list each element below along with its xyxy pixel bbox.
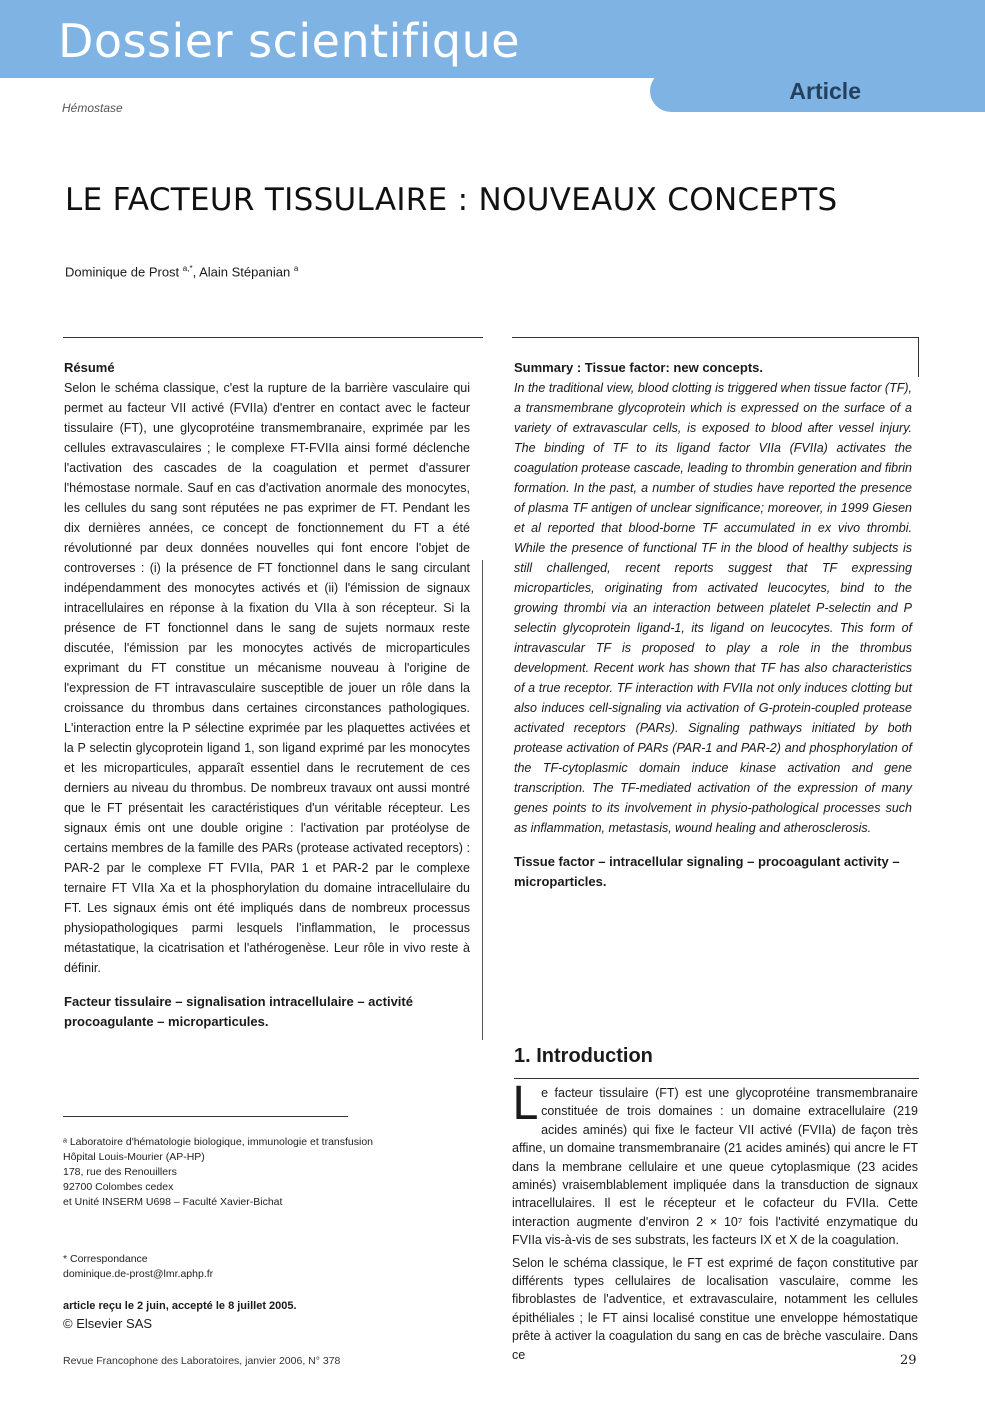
paragraph-text: e facteur tissulaire (FT) est une glycoprotéine transmembranaire constituée de trois domaines : un domaine extracellulaire (219 acides aminés) qui fixe le facteur VII activé (FVIIa) de façon très affine, un domaine transmembranaire (21 acides aminés) qui ancre le FT dans la membrane cellulaire et une queue cytoplasmique (23 acides aminés) vraisemblablement impliquée dans la transduction de signaux intracellulaires. Il est le récepteur et le cofacteur du FVIIa. Cette interaction augmente d'environ 2 × 10⁷ fois l'activité enzymatique du FVIIa vis-à-vis de ses substrats, les facteurs IX et X de la coagulation. (512, 1086, 918, 1248)
affiliation-line: ᵃ Laboratoire d'hématologie biologique, immunologie et transfusion (63, 1136, 374, 1148)
introduction-paragraph: Selon le schéma classique, le FT est exprimé de façon constitutive par différents types cellulaires de localisation vasculaire, comme les fibroblastes de l'adventice, et extravasculaire, notamment les cellules épithéliales ; le FT ainsi localisé constitue une enveloppe hémostatique prête à activer la coagulation du sang en cas de brèche vasculaire. Dans ce (512, 1255, 918, 1362)
journal-footer: Revue Francophone des Laboratoires, janvier 2006, N° 378 (63, 1355, 341, 1367)
summary-keywords: Tissue factor – intracellular signaling – procoagulant activity – microparticles. (514, 854, 900, 889)
affiliation-line: Hôpital Louis-Mourier (AP-HP) (63, 1151, 205, 1163)
author-affiliation-mark: a,* (182, 264, 193, 273)
correspondence (63, 1252, 213, 1282)
resume-block (64, 358, 470, 1032)
divider-rule (514, 1078, 919, 1079)
divider-vertical (918, 337, 919, 377)
divider-rule (63, 337, 483, 338)
summary-block (514, 358, 912, 892)
introduction-paragraph (512, 1077, 918, 1250)
resume-keywords: Facteur tissulaire – signalisation intracellulaire – activité procoagulante – microparticules. (64, 994, 413, 1029)
affiliation-line: 92700 Colombes cedex (63, 1181, 174, 1193)
affiliation-line: et Unité INSERM U698 – Faculté Xavier-Bichat (63, 1196, 283, 1208)
banner-title: Dossier scientifique (58, 14, 521, 68)
section-tag: Hémostase (62, 101, 123, 115)
correspondence-email[interactable]: dominique.de-prost@lmr.aphp.fr (63, 1268, 214, 1280)
introduction-body (512, 1077, 918, 1368)
affiliation (63, 1135, 373, 1210)
page-number: 29 (900, 1353, 917, 1368)
divider-vertical (482, 560, 483, 1040)
affiliation-line: 178, rue des Renouillers (63, 1166, 177, 1178)
article-title: LE FACTEUR TISSULAIRE : NOUVEAUX CONCEPTS (65, 182, 838, 218)
received-dates: article reçu le 2 juin, accepté le 8 juillet 2005. (63, 1300, 297, 1312)
article-label: Article (789, 78, 861, 104)
copyright: © Elsevier SAS (63, 1316, 153, 1331)
resume-heading: Résumé (64, 360, 115, 375)
author-name: Alain Stépanian (199, 264, 291, 280)
drop-cap: L (512, 1077, 538, 1130)
resume-text: Selon le schéma classique, c'est la rupture de la barrière vasculaire qui permet au facteur VII activé (FVIIa) d'entrer en contact avec le facteur tissulaire (FT), une glycoprotéine transmembranaire, exprimée par les cellules extravasculaires ; le complexe FT-FVIIa ainsi formé déclenche l'activation des cascades de la coagulation et permet d'assurer l'hémostase normale. Sauf en cas d'activation anormale des monocytes, les cellules du sang sont réputées ne pas exprimer de FT. Pendant les dix dernières années, ce concept de fonctionnement du FT a été révolutionné par deux données nouvelles qui font encore l'objet de controverses : (i) la présence de FT fonctionnel dans le sang circulant indépendamment des monocytes activés et (ii) l'émission de signaux intracellulaires en réponse à la fixation du VIIa à son récepteur. Si la présence de FT fonctionnel dans le sang de sujets normaux reste discutée, l'émission par les monocytes activés de microparticules exprimant du FT constitue un mécanisme nouveau à l'origine de l'expression de FT intravasculaire susceptible de jouer un rôle dans la croissance du thrombus dans certaines circonstances pathologiques. L'interaction entre la P sélectine exprimée par les plaquettes activées et la P selectin glycoprotein ligand 1, son ligand exprimé par les monocytes et les microparticules, apparaît essentiel dans le recrutement de ces derniers au niveau du thrombus. De nombreux travaux ont aussi montré que le FT présentait les caractéristiques d'un véritable récepteur. Les signaux émis ont une double origine : l'activation par protéolyse de certains membres de la famille des PARs (protease activated receptors) : PAR-2 par le complexe FT FVIIa, PAR 1 et PAR-2 par le complexe ternaire FT VIIa Xa et la phosphorylation du domaine intracellulaire du FT. Les signaux émis ont été impliqués dans de nombreux processus physiopathologiques parmi lesquels l'inflammation, le processus métastatique, la cicatrisation et l'athérogenèse. Leur rôle in vivo reste à définir. (64, 381, 470, 975)
summary-heading: Summary : Tissue factor: new concepts. (514, 360, 763, 375)
author-affiliation-mark: a (293, 264, 299, 273)
footnote-rule (63, 1116, 348, 1117)
header-banner (0, 0, 985, 78)
correspondence-label: * Correspondance (63, 1253, 148, 1265)
summary-text: In the traditional view, blood clotting is triggered when tissue factor (TF), a transmembrane glycoprotein which is expressed on the surface of a variety of extravascular cells, is exposed to blood after vessel injury. The binding of TF to its ligand factor VIIa (FVIIa) activates the coagulation protease cascade, leading to thrombin generation and fibrin formation. In the past, a number of studies have reported the presence of plasma TF antigen of unclear significance; moreover, in 1999 Giesen et al reported that blood-borne TF accumulated in ex vivo thrombi. While the presence of functional TF in the blood of healthy subjects is still challenged, recent reports suggest that TF expressing microparticles, originating from activated leucocytes, bind to the growing thrombi via an interaction between platelet P-selectin and P selectin glycoprotein ligand-1, its ligand on leucocytes. This form of intravascular TF is proposed to play a role in the thrombus development. Recent work has shown that TF has also characteristics of a true receptor. TF interaction with FVIIa not only induces clotting but also induces cell-signaling via activation of G-protein-coupled protease activated receptors (PARs). Signaling pathways initiated by both protease activation of PARs (PAR-1 and PAR-2) and phosphorylation of the TF-cytoplasmic domain induce kinase activation and gene transcription. The TF-mediated activation of the expression of many genes points to its involvement in physio-pathological processes such as inflammation, metastasis, wound healing and atherosclerosis. (514, 381, 912, 835)
introduction-heading: 1. Introduction (514, 1045, 653, 1067)
author-separator: , (192, 264, 200, 280)
divider-rule (512, 337, 919, 338)
authors (65, 264, 298, 279)
author-name: Dominique de Prost (65, 264, 180, 280)
